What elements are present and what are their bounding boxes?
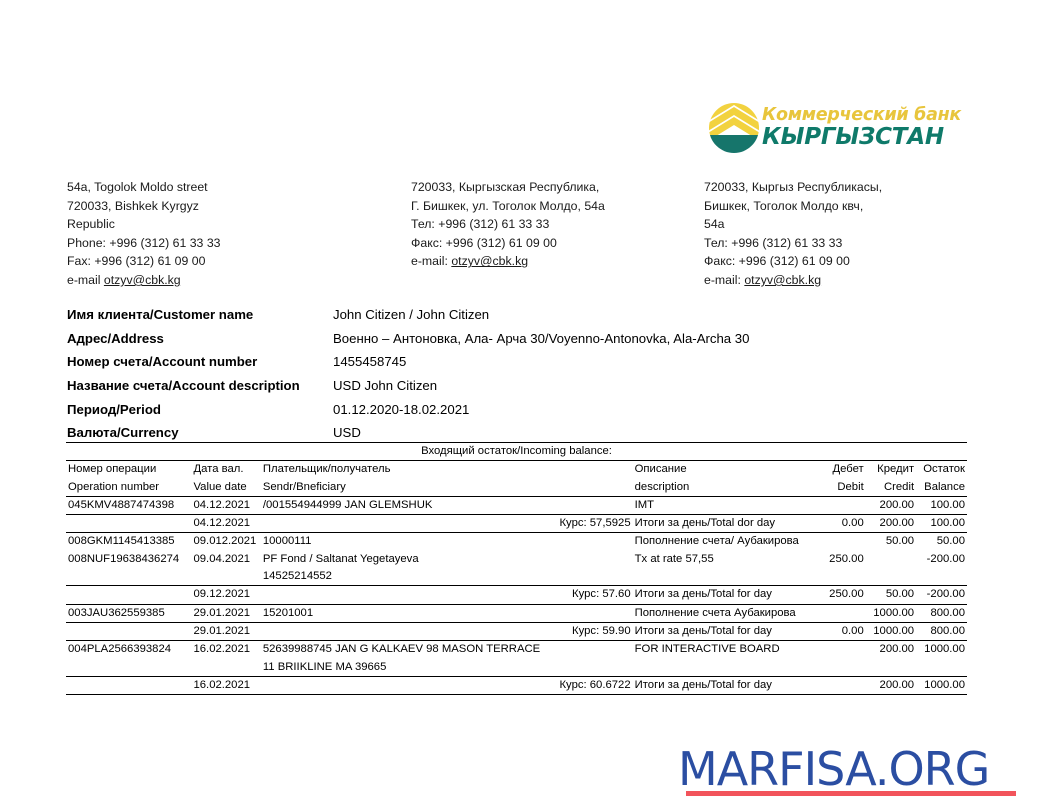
cell-debit: 250.00 bbox=[829, 552, 864, 565]
bank-logo-mark bbox=[708, 102, 760, 154]
header-balance-en: Balance bbox=[916, 479, 967, 497]
cell-debit bbox=[816, 641, 866, 659]
cell-date: 09.04.2021 bbox=[193, 552, 251, 565]
email-link[interactable]: otzyv@cbk.kg bbox=[744, 272, 822, 287]
cell-operation: 004PLA2566393824 bbox=[66, 641, 191, 659]
header-rate-spacer-en bbox=[542, 479, 632, 497]
cell-balance-cont bbox=[916, 568, 967, 586]
statement-table bbox=[66, 442, 967, 695]
header-date-ru: Дата вал. bbox=[193, 463, 244, 476]
cell-credit: 200.00 bbox=[866, 676, 916, 694]
address-block-kyrgyz bbox=[704, 178, 882, 290]
cell-rate-cont bbox=[542, 659, 632, 677]
address-ru-email-prefix: e-mail: bbox=[411, 254, 452, 269]
cell-description: Итоги за день/Total dor day bbox=[633, 515, 816, 533]
table-row-daily-total bbox=[66, 586, 967, 604]
cell-description: Итоги за день/Total for day bbox=[633, 622, 816, 640]
cell-date: 09.012.2021 bbox=[191, 533, 260, 551]
detail-value: USD John Citizen bbox=[333, 378, 438, 394]
detail-row-address bbox=[67, 327, 967, 351]
cell-date: 29.01.2021 bbox=[191, 622, 260, 640]
cell-debit bbox=[816, 533, 866, 551]
cell-balance: -200.00 bbox=[916, 586, 967, 604]
cell-credit: 1000.00 bbox=[866, 604, 916, 622]
address-en-line-2: 720033, Bishkek Kyrgyz bbox=[67, 198, 199, 213]
cell-sender: 52639988745 JAN G KALKAEV 98 MASON TERRACE bbox=[261, 641, 542, 659]
address-ru-fax: Факс: +996 (312) 61 09 00 bbox=[411, 235, 557, 250]
cell-rate: Курс: 57,5925 bbox=[542, 515, 632, 533]
cell-debit bbox=[816, 496, 866, 514]
detail-value: 01.12.2020-18.02.2021 bbox=[333, 401, 470, 417]
header-sender-en: Sendr/Bneficiary bbox=[261, 479, 542, 497]
cell-sender: PF Fond / Saltanat Yegetayeva bbox=[262, 552, 419, 565]
watermark-text: MARFISA.ORG bbox=[678, 742, 990, 796]
cell-balance: 100.00 bbox=[930, 498, 965, 511]
cell-sender-cont: 14525214552 bbox=[262, 570, 332, 583]
table-header-row-en bbox=[66, 479, 967, 497]
cell-balance: 800.00 bbox=[916, 604, 967, 622]
cell-rate-cont bbox=[542, 568, 632, 586]
address-en-email-row bbox=[67, 271, 221, 290]
logo-line-kyrgyzstan: КЫРГЫЗСТАН bbox=[762, 124, 944, 150]
header-description-en: description bbox=[633, 479, 816, 497]
cell-rate: Курс: 60.6722 bbox=[542, 676, 632, 694]
header-sender-ru: Плательщик/получатель bbox=[262, 463, 391, 476]
cell-debit-cont bbox=[816, 659, 866, 677]
cell-operation bbox=[66, 515, 191, 533]
table-row bbox=[66, 551, 967, 568]
cell-description: IMT bbox=[634, 498, 655, 511]
cell-rate bbox=[542, 641, 632, 659]
detail-row-account-description bbox=[67, 374, 967, 398]
cell-balance-cont bbox=[916, 659, 967, 677]
table-row bbox=[66, 604, 967, 622]
bank-logo bbox=[700, 99, 970, 159]
cell-sender-cont: 11 BRIIKLINE MA 39665 bbox=[262, 660, 387, 673]
address-en-phone: Phone: +996 (312) 61 33 33 bbox=[67, 235, 221, 250]
detail-row-account-number bbox=[67, 350, 967, 374]
detail-label: Название счета/Account description bbox=[67, 378, 300, 394]
cell-debit: 0.00 bbox=[816, 515, 866, 533]
site-watermark bbox=[678, 744, 1040, 796]
cell-credit: 200.00 bbox=[866, 641, 916, 659]
incoming-balance-label: Входящий остаток/Incoming balance: bbox=[66, 443, 967, 461]
email-link[interactable]: otzyv@cbk.kg bbox=[451, 254, 529, 269]
cell-rate: Курс: 57.60 bbox=[542, 586, 632, 604]
cell-date-cont bbox=[191, 568, 260, 586]
cell-credit: 50.00 bbox=[866, 586, 916, 604]
detail-label: Период/Period bbox=[67, 401, 161, 417]
cell-debit bbox=[816, 676, 866, 694]
cell-balance: -200.00 bbox=[926, 552, 965, 565]
header-date-en: Value date bbox=[191, 479, 260, 497]
address-en-email-prefix: e-mail bbox=[67, 272, 104, 287]
cell-date: 09.12.2021 bbox=[191, 586, 260, 604]
cell-sender bbox=[261, 515, 542, 533]
address-kg-fax: Факс: +996 (312) 61 09 00 bbox=[704, 254, 850, 269]
cell-sender bbox=[261, 622, 542, 640]
header-debit-en: Debit bbox=[816, 479, 866, 497]
cell-date: 16.02.2021 bbox=[191, 676, 260, 694]
cell-debit-cont bbox=[816, 568, 866, 586]
cell-operation bbox=[66, 622, 191, 640]
cell-balance: 800.00 bbox=[916, 622, 967, 640]
cell-sender bbox=[261, 676, 542, 694]
cell-description-cont bbox=[633, 659, 816, 677]
cell-sender bbox=[261, 586, 542, 604]
customer-details bbox=[67, 303, 967, 445]
header-credit-en: Credit bbox=[866, 479, 916, 497]
address-kg-line-1: 720033, Кыргыз Республикасы, bbox=[704, 180, 883, 194]
address-kg-line-3: 54а bbox=[704, 217, 725, 232]
detail-value: John Citizen / John Citizen bbox=[333, 307, 490, 322]
cell-rate bbox=[542, 533, 632, 551]
address-ru-phone: Тел: +996 (312) 61 33 33 bbox=[411, 217, 550, 232]
table-row-continuation bbox=[66, 568, 967, 586]
cell-credit: 200.00 bbox=[879, 498, 915, 511]
header-operation-en: Operation number bbox=[66, 479, 191, 497]
detail-value: USD bbox=[333, 425, 361, 441]
header-credit-ru: Кредит bbox=[877, 463, 915, 476]
cell-description: Tx at rate 57,55 bbox=[634, 552, 714, 565]
cell-operation-cont bbox=[66, 568, 191, 586]
cell-credit: 200.00 bbox=[866, 515, 916, 533]
cell-debit: 0.00 bbox=[816, 622, 866, 640]
detail-label: Валюта/Currency bbox=[67, 425, 179, 441]
cell-sender: /001554944999 JAN GLEMSHUK bbox=[262, 498, 433, 511]
address-block-english bbox=[67, 178, 221, 290]
cell-date: 04.12.2021 bbox=[193, 498, 251, 511]
cell-date: 04.12.2021 bbox=[191, 515, 260, 533]
address-block-russian bbox=[411, 178, 605, 271]
detail-label: Адрес/Address bbox=[67, 330, 164, 346]
header-operation-ru: Номер операции bbox=[68, 463, 157, 476]
address-kg-phone: Тел: +996 (312) 61 33 33 bbox=[704, 235, 843, 250]
cell-description-cont bbox=[633, 568, 816, 586]
cell-debit: 250.00 bbox=[816, 586, 866, 604]
table-row bbox=[66, 533, 967, 551]
cell-credit: 1000.00 bbox=[866, 622, 916, 640]
table-row-daily-total bbox=[66, 515, 967, 533]
address-kg-line-2: Бишкек, Тоголок Молдо квч, bbox=[704, 198, 864, 213]
address-en-line-1: 54a, Togolok Moldo street bbox=[67, 180, 208, 194]
cell-description: FOR INTERACTIVE BOARD bbox=[633, 641, 816, 659]
address-en-fax: Fax: +996 (312) 61 09 00 bbox=[67, 254, 206, 269]
header-debit-ru: Дебет bbox=[832, 463, 864, 476]
detail-row-customer-name bbox=[67, 303, 967, 327]
incoming-balance-row bbox=[66, 443, 967, 461]
detail-row-period bbox=[67, 398, 967, 422]
cell-rate bbox=[542, 604, 632, 622]
cell-description: Итоги за день/Total for day bbox=[633, 586, 816, 604]
detail-value: Военно – Антоновка, Ала- Арча 30/Voyenno-Antonovka, Ala-Archa 30 bbox=[333, 330, 750, 346]
detail-label: Имя клиента/Customer name bbox=[67, 307, 254, 322]
cell-rate: Курс: 59.90 bbox=[542, 622, 632, 640]
header-description-ru: Описание bbox=[634, 463, 687, 476]
cell-credit-cont bbox=[866, 568, 916, 586]
cell-operation bbox=[66, 586, 191, 604]
email-link[interactable]: otzyv@cbk.kg bbox=[103, 272, 181, 287]
cell-operation: 008NUF19638436274 bbox=[68, 552, 180, 565]
address-ru-line-1: 720033, Кыргызская Республика, bbox=[411, 180, 600, 194]
cell-balance: 1000.00 bbox=[916, 676, 967, 694]
cell-operation-cont bbox=[66, 659, 191, 677]
cell-debit bbox=[816, 604, 866, 622]
address-ru-email-row bbox=[411, 252, 605, 271]
cell-description: Пополнение счета Аубакирова bbox=[633, 604, 816, 622]
header-rate-spacer-ru bbox=[542, 461, 632, 479]
cell-date: 16.02.2021 bbox=[191, 641, 260, 659]
address-kg-email-row bbox=[704, 271, 882, 290]
cell-sender: 15201001 bbox=[261, 604, 542, 622]
cell-credit-cont bbox=[866, 659, 916, 677]
cell-operation: 003JAU362559385 bbox=[66, 604, 191, 622]
cell-balance: 50.00 bbox=[916, 533, 967, 551]
detail-value: 1455458745 bbox=[333, 354, 407, 370]
cell-rate bbox=[542, 551, 632, 568]
address-ru-line-2: Г. Бишкек, ул. Тоголок Молдо, 54а bbox=[411, 198, 605, 213]
table-header-row-ru bbox=[66, 461, 967, 479]
detail-label: Номер счета/Account number bbox=[67, 354, 258, 370]
table-row-daily-total bbox=[66, 622, 967, 640]
table-row bbox=[66, 496, 967, 514]
cell-credit: 50.00 bbox=[866, 533, 916, 551]
cell-description: Итоги за день/Total for day bbox=[633, 676, 816, 694]
table-row bbox=[66, 641, 967, 659]
logo-line-commercial-bank: Коммерческий банк bbox=[762, 105, 961, 125]
cell-operation: 045KMV4887474398 bbox=[68, 498, 175, 511]
cell-operation bbox=[66, 676, 191, 694]
cell-balance: 1000.00 bbox=[916, 641, 967, 659]
cell-date-cont bbox=[191, 659, 260, 677]
table-row-daily-total bbox=[66, 676, 967, 694]
cell-rate bbox=[542, 496, 632, 514]
address-en-line-3: Republic bbox=[67, 217, 115, 232]
address-kg-email-prefix: e-mail: bbox=[704, 272, 745, 287]
cell-date: 29.01.2021 bbox=[191, 604, 260, 622]
cell-credit bbox=[866, 551, 916, 568]
cell-operation: 008GKM1145413385 bbox=[66, 533, 191, 551]
cell-sender: 10000111 bbox=[261, 533, 542, 551]
header-balance-ru: Остаток bbox=[923, 463, 965, 476]
table-row-continuation bbox=[66, 659, 967, 677]
cell-description: Пополнение счета/ Аубакирова bbox=[633, 533, 816, 551]
cell-balance: 100.00 bbox=[916, 515, 967, 533]
